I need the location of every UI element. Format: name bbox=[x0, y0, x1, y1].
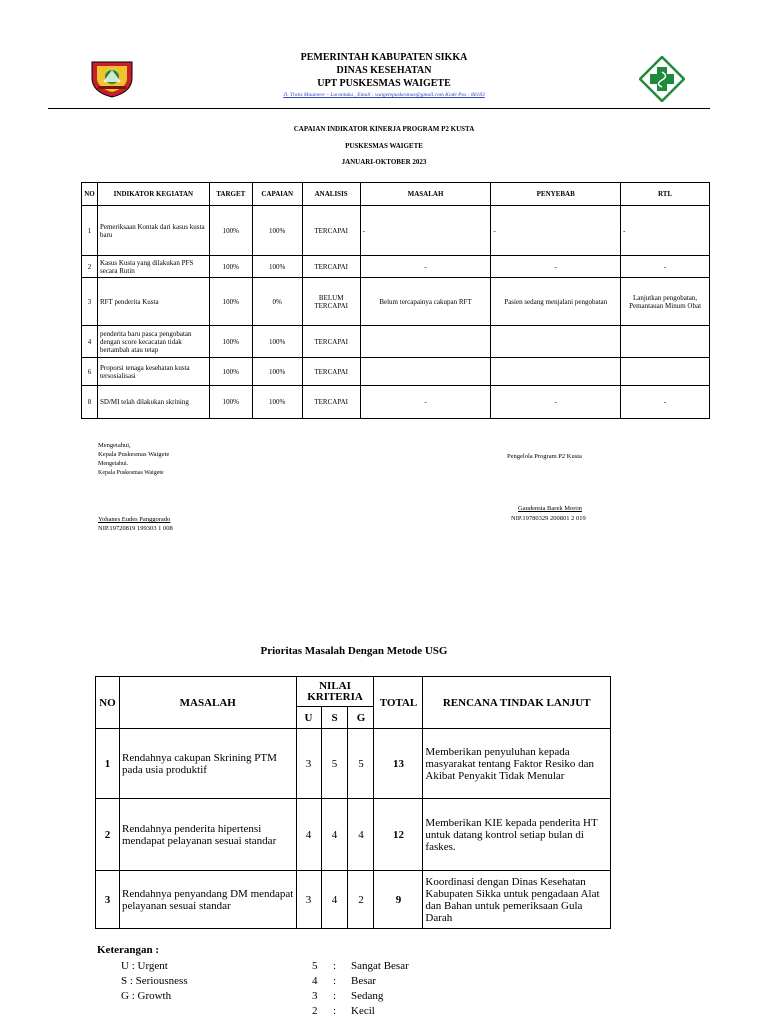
scale-label: Sedang bbox=[351, 990, 384, 1002]
cell-analisis: TERCAPAI bbox=[302, 358, 360, 386]
table-row bbox=[96, 871, 611, 929]
header-government: PEMERINTAH KABUPATEN SIKKA bbox=[300, 52, 468, 63]
sig-right-title: Pengelola Program P2 Kusta bbox=[507, 453, 582, 460]
col-header: MASALAH bbox=[360, 183, 491, 206]
usg-cell-rtl: Memberikan KIE kepada penderita HT untuk datang kontrol setiap bulan di faskes. bbox=[423, 799, 611, 871]
cell-penyebab bbox=[491, 358, 621, 386]
cell-indikator: Proporsi tenaga kesehatan kusta tersosialisasi bbox=[97, 358, 209, 386]
table-row bbox=[96, 729, 611, 799]
table-row bbox=[82, 206, 710, 256]
usg-header-row bbox=[96, 677, 611, 707]
cell-rtl bbox=[621, 326, 710, 358]
col-header: RTL bbox=[621, 183, 710, 206]
keterangan-title: Keterangan : bbox=[97, 944, 160, 956]
cell-penyebab: - bbox=[491, 256, 621, 278]
usg-cell-s: 4 bbox=[321, 799, 348, 871]
usg-cell-no: 1 bbox=[96, 729, 120, 799]
usg-col-g: G bbox=[348, 707, 374, 729]
table-row bbox=[82, 358, 710, 386]
legend-u: U : Urgent bbox=[121, 960, 168, 972]
cell-capaian: 0% bbox=[252, 278, 302, 326]
usg-cell-total: 12 bbox=[374, 799, 423, 871]
usg-cell-s: 5 bbox=[321, 729, 348, 799]
col-header: NO bbox=[82, 183, 98, 206]
scale-num: 2 bbox=[312, 1005, 318, 1017]
usg-cell-g: 4 bbox=[348, 799, 374, 871]
cell-capaian: 100% bbox=[252, 206, 302, 256]
scale-label: Kecil bbox=[351, 1005, 375, 1017]
kinerja-table-header bbox=[82, 183, 710, 206]
sig-right-name: Gaudensia Barek Moron bbox=[518, 505, 582, 512]
cell-indikator: penderita baru pasca pengobatan dengan score kecacatan tidak bertambah atau tetap bbox=[97, 326, 209, 358]
cell-masalah: Belum tercapainya cakupan RFT bbox=[360, 278, 491, 326]
table-row bbox=[82, 326, 710, 358]
usg-cell-total: 9 bbox=[374, 871, 423, 929]
cell-capaian: 100% bbox=[252, 326, 302, 358]
usg-cell-u: 4 bbox=[296, 799, 321, 871]
report-period: JANUARI-OKTOBER 2023 bbox=[341, 158, 427, 166]
usg-cell-rtl: Memberikan penyuluhan kepada masyarakat tentang Faktor Resiko dan Akibat Penyakit Tidak Menular bbox=[423, 729, 611, 799]
cell-masalah bbox=[360, 358, 491, 386]
cell-indikator: Kasus Kusta yang dilakukan PFS secara Rutin bbox=[97, 256, 209, 278]
cell-indikator: SD/MI telah dilakukan skrining bbox=[97, 386, 209, 419]
cell-masalah: - bbox=[360, 386, 491, 419]
cell-analisis: TERCAPAI bbox=[302, 256, 360, 278]
usg-cell-total: 13 bbox=[374, 729, 423, 799]
usg-cell-u: 3 bbox=[296, 729, 321, 799]
sig-left-nip: NIP.19720819 199303 1 008 bbox=[98, 525, 173, 532]
usg-cell-g: 5 bbox=[348, 729, 374, 799]
cell-rtl bbox=[621, 358, 710, 386]
cell-no: 6 bbox=[82, 358, 98, 386]
cell-target: 100% bbox=[209, 358, 252, 386]
usg-cell-g: 2 bbox=[348, 871, 374, 929]
header-unit: UPT PUSKESMAS WAIGETE bbox=[317, 78, 451, 89]
legend-s: S : Seriousness bbox=[121, 975, 188, 987]
cell-target: 100% bbox=[209, 386, 252, 419]
sig-left-line4: Kepala Puskesmas Waigete bbox=[98, 470, 164, 476]
usg-cell-rtl: Koordinasi dengan Dinas Kesehatan Kabupaten Sikka untuk pengadaan Alat dan Bahan untuk pemeriksaan Gula Darah bbox=[423, 871, 611, 929]
usg-cell-u: 3 bbox=[296, 871, 321, 929]
cell-penyebab: - bbox=[491, 206, 621, 256]
report-subtitle: PUSKESMAS WAIGETE bbox=[345, 142, 423, 150]
usg-col-s: S bbox=[321, 707, 348, 729]
scale-label: Besar bbox=[351, 975, 377, 987]
scale-num: 3 bbox=[312, 990, 318, 1002]
col-header: PENYEBAB bbox=[491, 183, 621, 206]
usg-table bbox=[95, 676, 611, 929]
cell-penyebab bbox=[491, 326, 621, 358]
cell-analisis: TERCAPAI bbox=[302, 206, 360, 256]
cell-no: 1 bbox=[82, 206, 98, 256]
header-address: Jl. Trans Maumere – Larantuka , Email : waigetepuskesmas@gmail.com Kode Pos : 86183 bbox=[283, 92, 485, 98]
usg-cell-masalah: Rendahnya penderita hipertensi mendapat pelayanan sesuai standar bbox=[119, 799, 296, 871]
usg-col-total: TOTAL bbox=[374, 677, 423, 729]
cell-target: 100% bbox=[209, 326, 252, 358]
cell-indikator: Pemeriksaan Kontak dari kasus kusta baru bbox=[97, 206, 209, 256]
table-row bbox=[82, 386, 710, 419]
kinerja-table bbox=[81, 182, 710, 419]
report-title: CAPAIAN INDIKATOR KINERJA PROGRAM P2 KUSTA bbox=[293, 125, 475, 133]
sig-right-nip: NIP.19780329 200801 2 019 bbox=[511, 515, 586, 522]
cell-rtl: Lanjutkan pengobatan, Pemantauan Minum Obat bbox=[621, 278, 710, 326]
scale-sep: : bbox=[333, 990, 337, 1002]
cell-no: 3 bbox=[82, 278, 98, 326]
usg-col-nilai: NILAI KRITERIA bbox=[296, 677, 374, 707]
cell-target: 100% bbox=[209, 256, 252, 278]
cell-penyebab: - bbox=[491, 386, 621, 419]
usg-col-masalah: MASALAH bbox=[119, 677, 296, 729]
cell-masalah bbox=[360, 326, 491, 358]
usg-cell-masalah: Rendahnya cakupan Skrining PTM pada usia produktif bbox=[119, 729, 296, 799]
sig-left-line2: Kepala Puskesmas Waigete bbox=[98, 451, 170, 458]
table-row bbox=[96, 799, 611, 871]
scale-sep: : bbox=[333, 975, 337, 987]
scale-num: 5 bbox=[312, 960, 318, 972]
cell-analisis: TERCAPAI bbox=[302, 386, 360, 419]
cell-masalah: - bbox=[360, 206, 491, 256]
table-row bbox=[82, 256, 710, 278]
cell-capaian: 100% bbox=[252, 358, 302, 386]
cell-no: 4 bbox=[82, 326, 98, 358]
usg-col-rtl: RENCANA TINDAK LANJUT bbox=[423, 677, 611, 729]
cell-analisis: BELUM TERCAPAI bbox=[302, 278, 360, 326]
cell-masalah: - bbox=[360, 256, 491, 278]
usg-col-u: U bbox=[296, 707, 321, 729]
cell-indikator: RFT penderita Kusta bbox=[97, 278, 209, 326]
cell-capaian: 100% bbox=[252, 256, 302, 278]
table-row bbox=[82, 278, 710, 326]
cell-no: 2 bbox=[82, 256, 98, 278]
scale-sep: : bbox=[333, 960, 337, 972]
cell-rtl: - bbox=[621, 386, 710, 419]
col-header: ANALISIS bbox=[302, 183, 360, 206]
legend-g: G : Growth bbox=[121, 990, 172, 1002]
signature-left-block bbox=[98, 441, 169, 478]
cell-rtl: - bbox=[621, 206, 710, 256]
col-header: CAPAIAN bbox=[252, 183, 302, 206]
col-header: TARGET bbox=[209, 183, 252, 206]
cell-rtl: - bbox=[621, 256, 710, 278]
cell-target: 100% bbox=[209, 278, 252, 326]
sig-left-line1: Mengetahui, bbox=[98, 442, 131, 449]
cell-penyebab: Pasien sedang menjalani pengobatan bbox=[491, 278, 621, 326]
sig-left-line3: Mengetahui. bbox=[98, 461, 129, 467]
scale-label: Sangat Besar bbox=[351, 960, 409, 972]
usg-cell-masalah: Rendahnya penyandang DM mendapat pelayanan sesuai standar bbox=[119, 871, 296, 929]
header-agency: DINAS KESEHATAN bbox=[336, 65, 432, 76]
usg-cell-s: 4 bbox=[321, 871, 348, 929]
cell-target: 100% bbox=[209, 206, 252, 256]
usg-cell-no: 3 bbox=[96, 871, 120, 929]
cell-analisis: TERCAPAI bbox=[302, 326, 360, 358]
usg-title: Prioritas Masalah Dengan Metode USG bbox=[260, 645, 448, 657]
scale-sep: : bbox=[333, 1005, 337, 1017]
col-header: INDIKATOR KEGIATAN bbox=[97, 183, 209, 206]
sig-left-name: Yohanes Eudes Panggorado bbox=[98, 516, 171, 523]
usg-col-no: NO bbox=[96, 677, 120, 729]
cell-capaian: 100% bbox=[252, 386, 302, 419]
header-divider bbox=[48, 108, 710, 109]
usg-cell-no: 2 bbox=[96, 799, 120, 871]
scale-num: 4 bbox=[312, 975, 318, 987]
cell-no: 8 bbox=[82, 386, 98, 419]
